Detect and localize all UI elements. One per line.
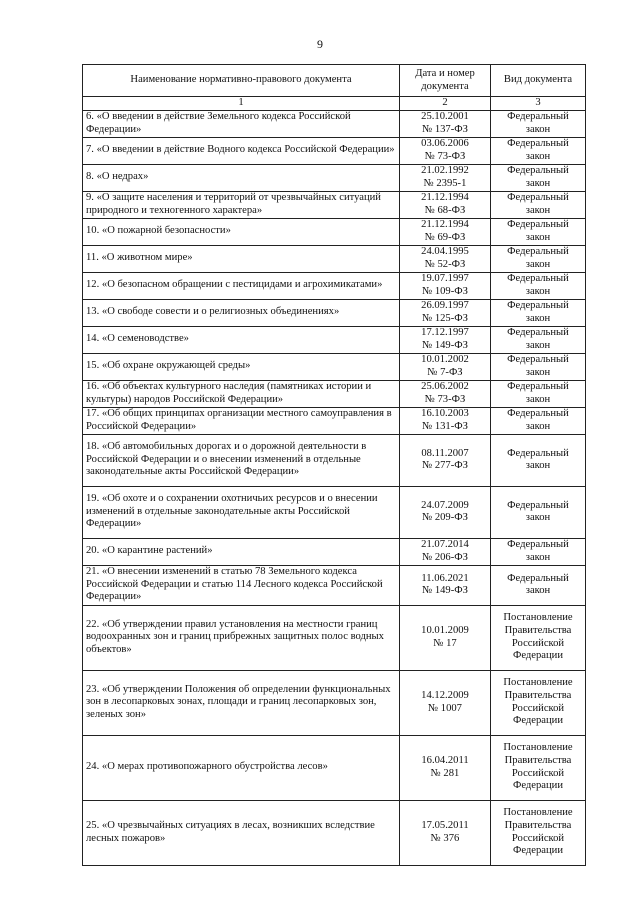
document-number: № 131-ФЗ bbox=[422, 420, 468, 432]
document-date-number bbox=[400, 407, 491, 434]
document-number: № 206-ФЗ bbox=[422, 551, 468, 563]
document-type bbox=[491, 164, 586, 191]
document-date: 24.07.2009 bbox=[421, 499, 469, 511]
document-type bbox=[491, 326, 586, 353]
table-row bbox=[83, 272, 586, 299]
document-date: 17.12.1997 bbox=[421, 327, 469, 338]
document-date-number bbox=[400, 605, 491, 670]
header-date-number: Дата и номер документа bbox=[400, 65, 491, 97]
document-date: 21.02.1992 bbox=[421, 165, 469, 176]
document-date: 14.12.2009 bbox=[421, 690, 469, 701]
document-number: № 2395-1 bbox=[423, 177, 467, 189]
document-type-line: закон bbox=[525, 258, 551, 270]
document-date-number bbox=[400, 299, 491, 326]
document-number: № 1007 bbox=[428, 702, 462, 714]
document-type-line: закон bbox=[525, 393, 551, 405]
document-date-number bbox=[400, 245, 491, 272]
document-type-line: Федерации bbox=[512, 780, 564, 792]
document-type-line: закон bbox=[525, 150, 551, 162]
document-type-line: Федерации bbox=[512, 715, 564, 727]
document-name: 24. «О мерах противопожарного обустройства лесов» bbox=[83, 735, 400, 800]
column-numbers-row bbox=[83, 97, 586, 111]
document-number: № 376 bbox=[430, 832, 460, 844]
document-number: № 7-ФЗ bbox=[427, 366, 463, 378]
column-number: 1 bbox=[83, 97, 400, 111]
document-name: 16. «Об объектах культурного наследия (памятниках истории и культуры) народов Российской Федерации» bbox=[83, 380, 400, 407]
document-date: 21.07.2014 bbox=[421, 539, 469, 550]
document-type-line: Российской bbox=[511, 832, 565, 844]
document-name: 9. «О защите населения и территорий от чрезвычайных ситуаций природного и техногенного характера» bbox=[83, 191, 400, 218]
document-name: 6. «О введении в действие Земельного кодекса Российской Федерации» bbox=[83, 110, 400, 137]
document-name: 15. «Об охране окружающей среды» bbox=[83, 353, 400, 380]
document-number: № 209-ФЗ bbox=[422, 512, 468, 524]
document-date-number bbox=[400, 272, 491, 299]
document-date: 21.12.1994 bbox=[421, 192, 469, 203]
document-type bbox=[491, 605, 586, 670]
document-type-line: Постановление bbox=[503, 677, 573, 689]
document-type-line: закон bbox=[525, 123, 551, 135]
document-type-line: Постановление bbox=[503, 807, 573, 819]
document-date-number bbox=[400, 326, 491, 353]
table-row bbox=[83, 486, 586, 538]
table-row bbox=[83, 434, 586, 486]
document-name: 11. «О животном мире» bbox=[83, 245, 400, 272]
document-type-line: Федеральный bbox=[507, 246, 569, 257]
document-date-number bbox=[400, 353, 491, 380]
document-date-number bbox=[400, 191, 491, 218]
document-number: № 69-ФЗ bbox=[424, 231, 466, 243]
document-date-number bbox=[400, 137, 491, 164]
document-type-line: Российской bbox=[511, 767, 565, 779]
document-type-line: Правительства bbox=[504, 755, 572, 766]
document-type bbox=[491, 800, 586, 865]
document-number: № 125-ФЗ bbox=[422, 312, 468, 324]
document-type-line: закон bbox=[525, 512, 551, 524]
table-row bbox=[83, 191, 586, 218]
column-number: 2 bbox=[400, 97, 491, 111]
document-name: 7. «О введении в действие Водного кодекса Российской Федерации» bbox=[83, 137, 400, 164]
document-date-number bbox=[400, 538, 491, 565]
document-type bbox=[491, 380, 586, 407]
document-name: 20. «О карантине растений» bbox=[83, 538, 400, 565]
document-name: 12. «О безопасном обращении с пестицидами и агрохимикатами» bbox=[83, 272, 400, 299]
document-name: 21. «О внесении изменений в статью 78 Земельного кодекса Российской Федерации и статью 114 Лесного кодекса Российской Федерации» bbox=[83, 565, 400, 605]
document-type-line: Федеральный bbox=[507, 499, 569, 511]
document-date-number bbox=[400, 218, 491, 245]
column-number: 3 bbox=[491, 97, 586, 111]
document-date: 26.09.1997 bbox=[421, 300, 469, 311]
document-type bbox=[491, 670, 586, 735]
document-type-line: Российской bbox=[511, 702, 565, 714]
document-type-line: закон bbox=[525, 460, 551, 472]
page-number: 9 bbox=[317, 37, 323, 51]
document-type-line: Постановление bbox=[503, 612, 573, 624]
document-type-line: Федеральный bbox=[507, 572, 569, 584]
document-number: № 277-ФЗ bbox=[422, 460, 468, 472]
document-number: № 149-ФЗ bbox=[422, 585, 468, 597]
document-date: 03.06.2006 bbox=[421, 138, 469, 149]
document-date-number bbox=[400, 800, 491, 865]
document-name: 13. «О свободе совести и о религиозных объединениях» bbox=[83, 299, 400, 326]
document-type bbox=[491, 735, 586, 800]
document-type bbox=[491, 407, 586, 434]
document-date: 10.01.2002 bbox=[421, 354, 469, 365]
table-row bbox=[83, 538, 586, 565]
document-number: № 52-ФЗ bbox=[424, 258, 466, 270]
document-type-line: Федеральный bbox=[507, 327, 569, 338]
document-type-line: закон bbox=[525, 339, 551, 351]
document-type-line: Федеральный bbox=[507, 111, 569, 122]
document-date: 25.06.2002 bbox=[421, 381, 469, 392]
document-number: № 68-ФЗ bbox=[424, 204, 466, 216]
document-type-line: Правительства bbox=[504, 690, 572, 701]
document-type-line: закон bbox=[525, 177, 551, 189]
table-row bbox=[83, 353, 586, 380]
document-date-number bbox=[400, 164, 491, 191]
document-type bbox=[491, 434, 586, 486]
document-date: 16.10.2003 bbox=[421, 408, 469, 419]
table-row bbox=[83, 800, 586, 865]
document-date: 10.01.2009 bbox=[421, 625, 469, 636]
document-date: 19.07.1997 bbox=[421, 273, 469, 284]
document-type-line: Федеральный bbox=[507, 447, 569, 459]
table-row bbox=[83, 565, 586, 605]
document-type bbox=[491, 137, 586, 164]
document-type-line: Федеральный bbox=[507, 273, 569, 284]
document-name: 10. «О пожарной безопасности» bbox=[83, 218, 400, 245]
document-date-number bbox=[400, 380, 491, 407]
document-date: 11.06.2021 bbox=[421, 572, 469, 584]
document-type-line: Федеральный bbox=[507, 192, 569, 203]
document-date: 17.05.2011 bbox=[421, 820, 469, 831]
document-number: № 281 bbox=[430, 767, 460, 779]
document-type bbox=[491, 299, 586, 326]
document-date: 25.10.2001 bbox=[421, 111, 469, 122]
document-type-line: Федеральный bbox=[507, 408, 569, 419]
table-row bbox=[83, 735, 586, 800]
document-type-line: закон bbox=[525, 231, 551, 243]
document-type bbox=[491, 218, 586, 245]
table-row bbox=[83, 670, 586, 735]
table-row bbox=[83, 164, 586, 191]
document-type-line: Федеральный bbox=[507, 300, 569, 311]
document-type-line: Федеральный bbox=[507, 354, 569, 365]
document-type-line: закон bbox=[525, 551, 551, 563]
document-date-number bbox=[400, 434, 491, 486]
document-name: 22. «Об утверждении правил установления на местности границ водоохранных зон и границ прибрежных защитных полос водных объектов» bbox=[83, 605, 400, 670]
document-type bbox=[491, 191, 586, 218]
document-type-line: Федеральный bbox=[507, 219, 569, 230]
header-document-name: Наименование нормативно-правового документа bbox=[83, 65, 400, 97]
header-document-type: Вид документа bbox=[491, 65, 586, 97]
document-name: 23. «Об утверждении Положения об определении функциональных зон в лесопарковых зонах, площади и границ лесопарковых зон, зеленых зон» bbox=[83, 670, 400, 735]
document-type-line: Федеральный bbox=[507, 539, 569, 550]
document-number: № 149-ФЗ bbox=[422, 339, 468, 351]
table-row bbox=[83, 245, 586, 272]
document-type-line: Российской bbox=[511, 637, 565, 649]
document-date: 08.11.2007 bbox=[421, 447, 469, 459]
documents-table bbox=[82, 64, 586, 866]
document-name: 17. «Об общих принципах организации местного самоуправления в Российской Федерации» bbox=[83, 407, 400, 434]
document-date-number bbox=[400, 565, 491, 605]
table-row bbox=[83, 137, 586, 164]
document-type bbox=[491, 245, 586, 272]
table-header-row bbox=[83, 65, 586, 97]
document-type bbox=[491, 353, 586, 380]
document-type-line: Правительства bbox=[504, 820, 572, 831]
table-row bbox=[83, 605, 586, 670]
document-type-line: Федеральный bbox=[507, 165, 569, 176]
document-type-line: закон bbox=[525, 312, 551, 324]
document-type-line: закон bbox=[525, 366, 551, 378]
document-type bbox=[491, 110, 586, 137]
document-name: 19. «Об охоте и о сохранении охотничьих ресурсов и о внесении изменений в отдельные законодательные акты Российской Федерации» bbox=[83, 486, 400, 538]
document-number: № 17 bbox=[433, 637, 457, 649]
document-name: 8. «О недрах» bbox=[83, 164, 400, 191]
document-number: № 109-ФЗ bbox=[422, 285, 468, 297]
document-type-line: закон bbox=[525, 204, 551, 216]
table-row bbox=[83, 407, 586, 434]
document-date: 16.04.2011 bbox=[421, 755, 469, 766]
document-type-line: Федерации bbox=[512, 650, 564, 662]
document-name: 25. «О чрезвычайных ситуациях в лесах, возникших вследствие лесных пожаров» bbox=[83, 800, 400, 865]
document-date-number bbox=[400, 735, 491, 800]
document-date-number bbox=[400, 110, 491, 137]
document-number: № 137-ФЗ bbox=[422, 123, 468, 135]
document-type-line: Правительства bbox=[504, 625, 572, 636]
document-date: 24.04.1995 bbox=[421, 246, 469, 257]
document-type-line: Постановление bbox=[503, 742, 573, 754]
table-row bbox=[83, 299, 586, 326]
document-date-number bbox=[400, 670, 491, 735]
table-row bbox=[83, 218, 586, 245]
document-type bbox=[491, 538, 586, 565]
document-name: 18. «Об автомобильных дорогах и о дорожной деятельности в Российской Федерации и о внесении изменений в отдельные законодательные акты Российской Федерации» bbox=[83, 434, 400, 486]
document-type-line: Федеральный bbox=[507, 381, 569, 392]
table-row bbox=[83, 110, 586, 137]
document-date-number bbox=[400, 486, 491, 538]
document-number: № 73-ФЗ bbox=[424, 150, 466, 162]
document-date: 21.12.1994 bbox=[421, 219, 469, 230]
document-type bbox=[491, 272, 586, 299]
document-type-line: закон bbox=[525, 285, 551, 297]
document-type-line: Федерации bbox=[512, 845, 564, 857]
document-type bbox=[491, 565, 586, 605]
document-number: № 73-ФЗ bbox=[424, 393, 466, 405]
table-row bbox=[83, 326, 586, 353]
document-name: 14. «О семеноводстве» bbox=[83, 326, 400, 353]
document-type-line: закон bbox=[525, 420, 551, 432]
document-type bbox=[491, 486, 586, 538]
document-type-line: закон bbox=[525, 585, 551, 597]
table-row bbox=[83, 380, 586, 407]
document-type-line: Федеральный bbox=[507, 138, 569, 149]
